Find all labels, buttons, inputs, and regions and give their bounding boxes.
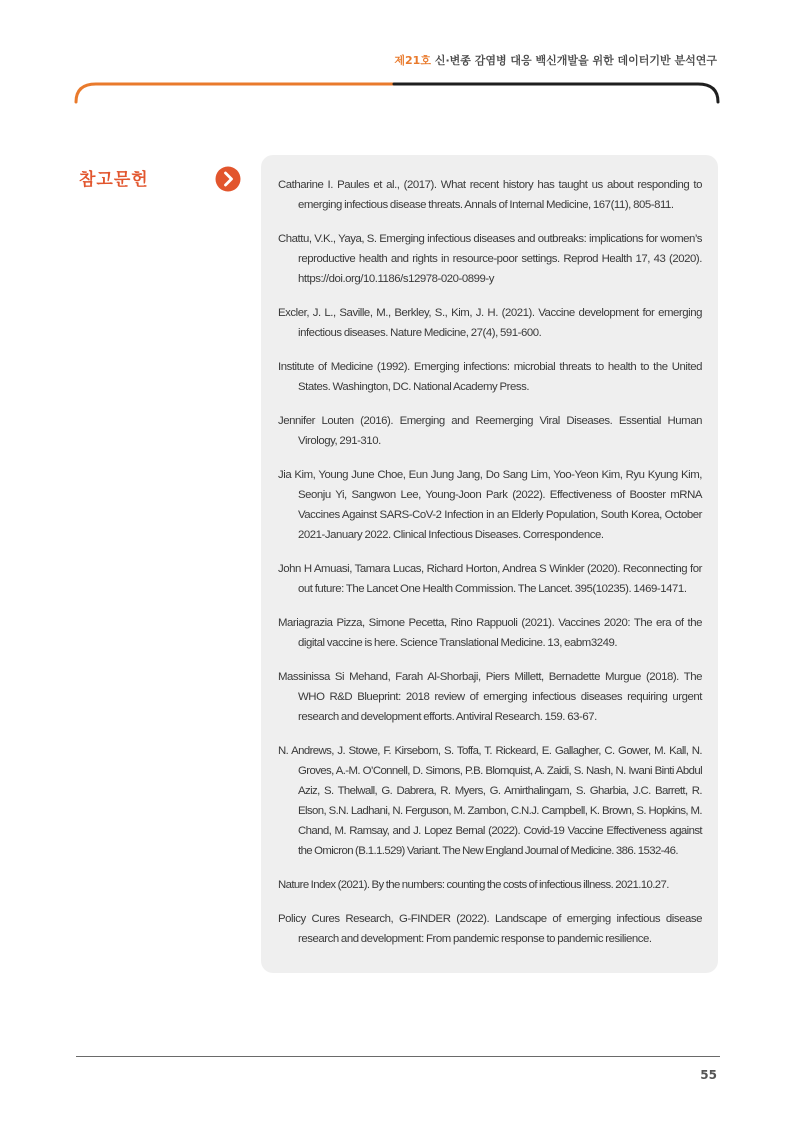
reference-item: John H Amuasi, Tamara Lucas, Richard Horton, Andrea S Winkler (2020). Reconnecting for out future: The Lancet One Health Commission. The Lancet. 395(10235). 1469-1471.: [278, 563, 702, 595]
reference-item: Policy Cures Research, G-FINDER (2022). Landscape of emerging infectious disease research and development: From pandemic response to pandemic resilience.: [278, 913, 702, 945]
report-title: 신·변종 감염병 대응 백신개발을 위한 데이터기반 분석연구: [434, 54, 717, 67]
reference-item: Chattu, V.K., Yaya, S. Emerging infectious diseases and outbreaks: implications for women’s reproductive health and rights in resource-poor settings. Reprod Health 17, 43 (2020). https://doi.org/10.1186/s12978-020-0899-y: [278, 233, 702, 285]
issue-number: 제21호: [394, 54, 431, 67]
reference-item: Catharine I. Paules et al., (2017). What recent history has taught us about responding to emerging infectious disease threats. Annals of Internal Medicine, 167(11), 805-811.: [278, 179, 702, 211]
reference-list: [278, 175, 702, 963]
reference-item: N. Andrews, J. Stowe, F. Kirsebom, S. Toffa, T. Rickeard, E. Gallagher, C. Gower, M. Kall, N. Groves, A.-M. O’Connell, D. Simons, P.B. Blomquist, A. Zaidi, S. Nash, N. Iwani Binti Abdul Aziz, S. Thelwall, G. Dabrera, R. Myers, G. Amirthalingam, S. Gharbia, J.C. Barrett, R. Elson, S.N. Ladhani, N. Ferguson, M. Zambon, C.N.J. Campbell, K. Brown, S. Hopkins, M. Chand, M. Ramsay, and J. Lopez Bernal (2022). Covid-19 Vaccine Effectiveness against the Omicron (B.1.1.529) Variant. The New England Journal of Medicine. 386. 1532-46.: [278, 745, 702, 857]
reference-item: Massinissa Si Mehand, Farah Al-Shorbaji, Piers Millett, Bernadette Murgue (2018). The WHO R&D Blueprint: 2018 review of emerging infectious diseases requiring urgent research and development efforts. Antiviral Research. 159. 63-67.: [278, 671, 702, 723]
footer-divider: [76, 1056, 720, 1057]
reference-item: Nature Index (2021). By the numbers: counting the costs of infectious illness. 2021.10.27.: [278, 879, 669, 891]
reference-item: Institute of Medicine (1992). Emerging infections: microbial threats to health to the United States. Washington, DC. National Academy Press.: [278, 361, 702, 393]
reference-item: Jia Kim, Young June Choe, Eun Jung Jang, Do Sang Lim, Yoo-Yeon Kim, Ryu Kyung Kim, Seonju Yi, Sangwon Lee, Young-Joon Park (2022). Effectiveness of Booster mRNA Vaccines Against SARS-CoV-2 Infection in an Elderly Population, South Korea, October 2021-January 2022. Clinical Infectious Diseases. Correspondence.: [278, 469, 702, 541]
page-number: 55: [700, 1068, 717, 1082]
reference-item: Mariagrazia Pizza, Simone Pecetta, Rino Rappuoli (2021). Vaccines 2020: The era of the digital vaccine is here. Science Translational Medicine. 13, eabm3249.: [278, 617, 702, 649]
references-panel: [261, 155, 718, 973]
reference-item: Excler, J. L., Saville, M., Berkley, S., Kim, J. H. (2021). Vaccine development for emerging infectious diseases. Nature Medicine, 27(4), 591-600.: [278, 307, 702, 339]
reference-item: Jennifer Louten (2016). Emerging and Reemerging Viral Diseases. Essential Human Virology, 291-310.: [278, 415, 702, 447]
section-title: 참고문헌: [79, 170, 149, 190]
running-header: [394, 52, 717, 68]
chevron-right-icon[interactable]: [215, 166, 241, 192]
header-arc-decoration: [74, 78, 724, 106]
